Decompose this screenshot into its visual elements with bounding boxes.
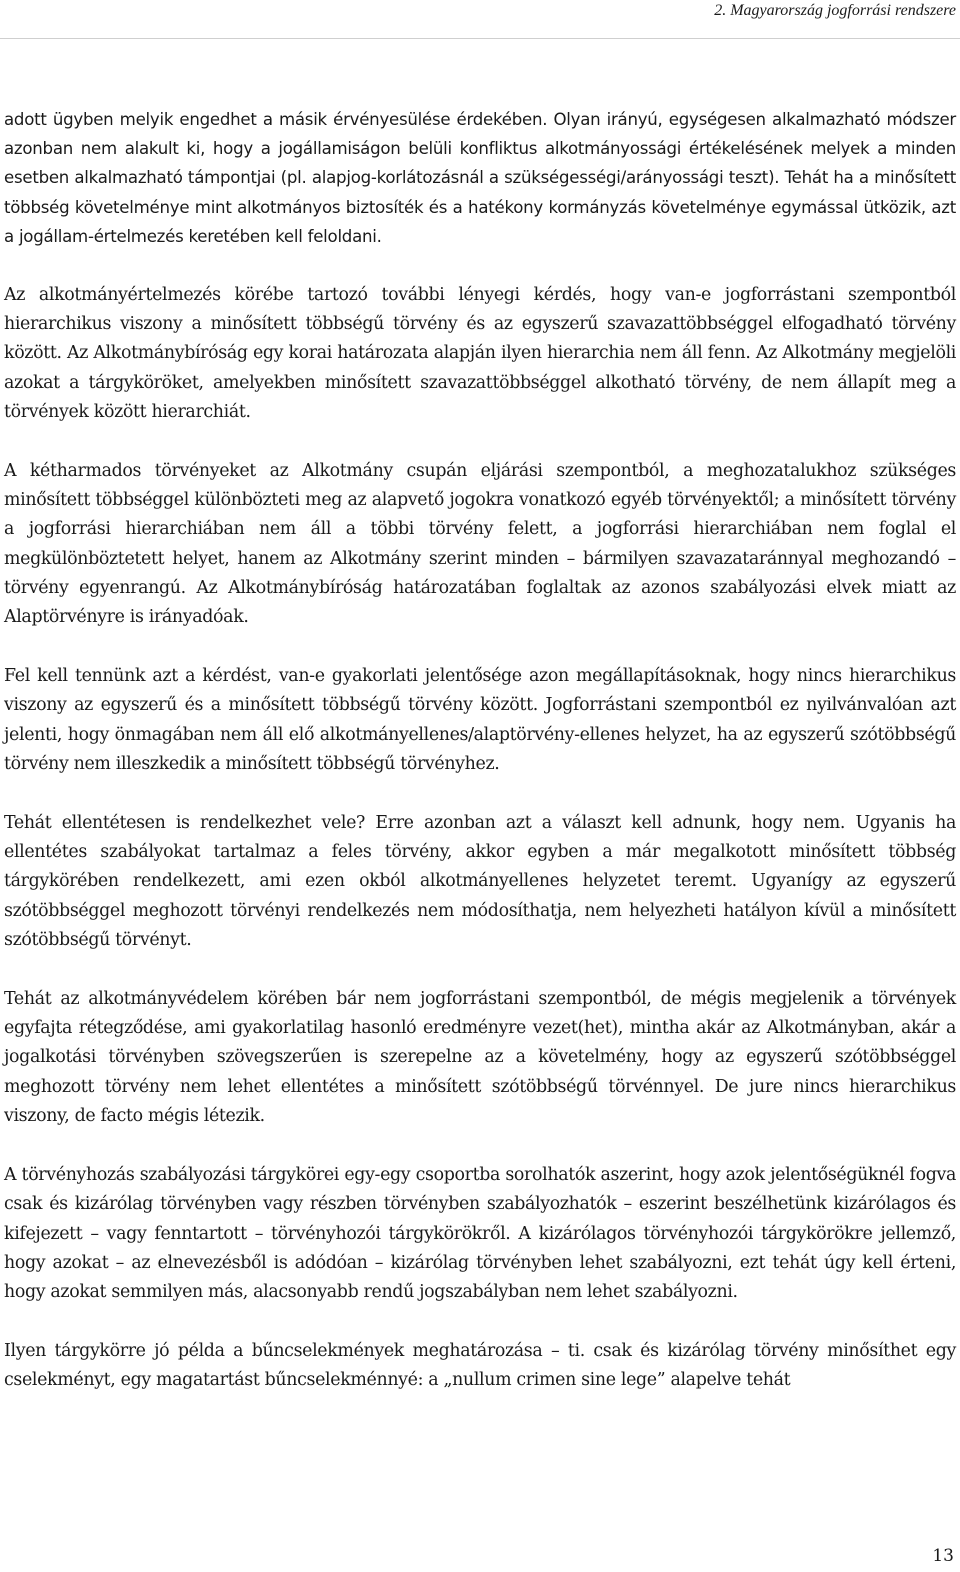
paragraph-4: Fel kell tennünk azt a kérdést, van-e gyakorlati jelentősége azon megállapításoknak, hogy nincs hierarchikus viszony az egyszerű és a minősített többségű törvény között. Jogforrástani szempontból ez nyilvánvalóan azt jelenti, hogy önmagában nem áll elő alkotmányellenes/alaptörvény-ellenes helyzet, ha az egyszerű szótöbbségű törvény nem illeszkedik a minősített többségű törvényhez. [4, 666, 956, 774]
paragraph-2: Az alkotmányértelmezés körébe tartozó további lényegi kérdés, hogy van-e jogforrástani szempontból hierarchikus viszony a minősített többségű törvény és az egyszerű szavazattöbbséggel elfogadható törvény között. Az Alkotmánybíróság egy korai határozata alapján ilyen hierarchia nem áll fenn. Az Alkotmány megjelöli azokat a tárgyköröket, amelyekben minősített szavazattöbbséggel alkotható törvény, de nem állapít meg a törvények között hierarchiát. [4, 285, 956, 422]
paragraph-6: Tehát az alkotmányvédelem körében bár nem jogforrástani szempontból, de mégis megjelenik a törvények egyfajta rétegződése, ami gyakorlatilag hasonló eredményre vezet(het), mintha akár az Alkotmányban, akár a jogalkotási törvényben szövegszerűen is szerepelne az a követelmény, hogy az egyszerű szótöbbséggel meghozott törvény nem lehet ellentétes a minősített szótöbbségű törvénnyel. De jure nincs hierarchikus viszony, de facto mégis létezik. [4, 989, 956, 1126]
page-number: 13 [932, 1546, 954, 1566]
paragraph-7: A törvényhozás szabályozási tárgykörei egy-egy csoportba sorolhatók aszerint, hogy azok jelentőségüknél fogva csak és kizárólag törvényben vagy részben törvényben szabályozhatók – eszerint beszélhetünk kizárólagos és kifejezett – vagy fenntartott – törvényhozói tárgykörökről. A kizárólagos törvényhozói tárgykörökre jellemző, hogy azokat – az elnevezésből is adódóan – kizárólag törvényben lehet szabályozni, ezt tehát úgy kell érteni, hogy azokat semmilyen más, alacsonyabb rendű jogszabályban nem lehet szabályozni. [4, 1165, 956, 1302]
paragraph-3: A kétharmados törvényeket az Alkotmány csupán eljárási szempontból, a meghozatalukhoz szükséges minősített többséggel különbözteti meg az alapvető jogokra vonatkozó egyéb törvényektől; a minősített törvény a jogforrási hierarchiában nem áll a többi törvény felett, a jogforrási hierarchiában nem foglal el megkülönböztetett helyet, hanem az Alkotmány szerint minden – bármilyen szavazataránnyal meghozandó – törvény egyenrangú. Az Alkotmánybíróság határozatában foglaltak az azonos szabályozási elvek miatt az Alaptörvényre is irányadóak. [4, 461, 956, 628]
body-text [4, 105, 956, 1426]
running-header: 2. Magyarország jogforrási rendszere [714, 2, 956, 19]
paragraph-5: Tehát ellentétesen is rendelkezhet vele? Erre azonban azt a választ kell adnunk, hogy nem. Ugyanis ha ellentétes szabályokat tartalmaz a feles törvény, akkor egyben a már megalkotott minősített többség tárgykörében rendelkezett, ami ezen okból alkotmányellenes helyzetet teremt. Ugyanígy az egyszerű szótöbbséggel meghozott törvényi rendelkezés nem módosíthatja, nem helyezheti hatályon kívül a minősített szótöbbségű törvényt. [4, 813, 956, 950]
paragraph-8: Ilyen tárgykörre jó példa a bűncselekmények meghatározása – ti. csak és kizárólag törvény minősíthet egy cselekményt, egy magatartást bűncselekménnyé: a „nullum crimen sine lege” alapelve tehát [4, 1341, 956, 1391]
header-rule [0, 38, 960, 39]
paragraph-1: adott ügyben melyik engedhet a másik érvényesülése érdekében. Olyan irányú, egységesen alkalmazható módszer azonban nem alakult ki, hogy a jogállamiságon belüli konfliktus alkotmányossági értékelésének melyek a minden esetben alkalmazható támpontjai (pl. alapjog-korlátozásnál a szükségességi/arányossági teszt). Tehát ha a minősített többség követelménye mint alkotmányos biztosíték és a hatékony kormányzás követelménye egymással ütközik, azt a jogállam-értelmezés keretében kell feloldani. [4, 110, 956, 246]
